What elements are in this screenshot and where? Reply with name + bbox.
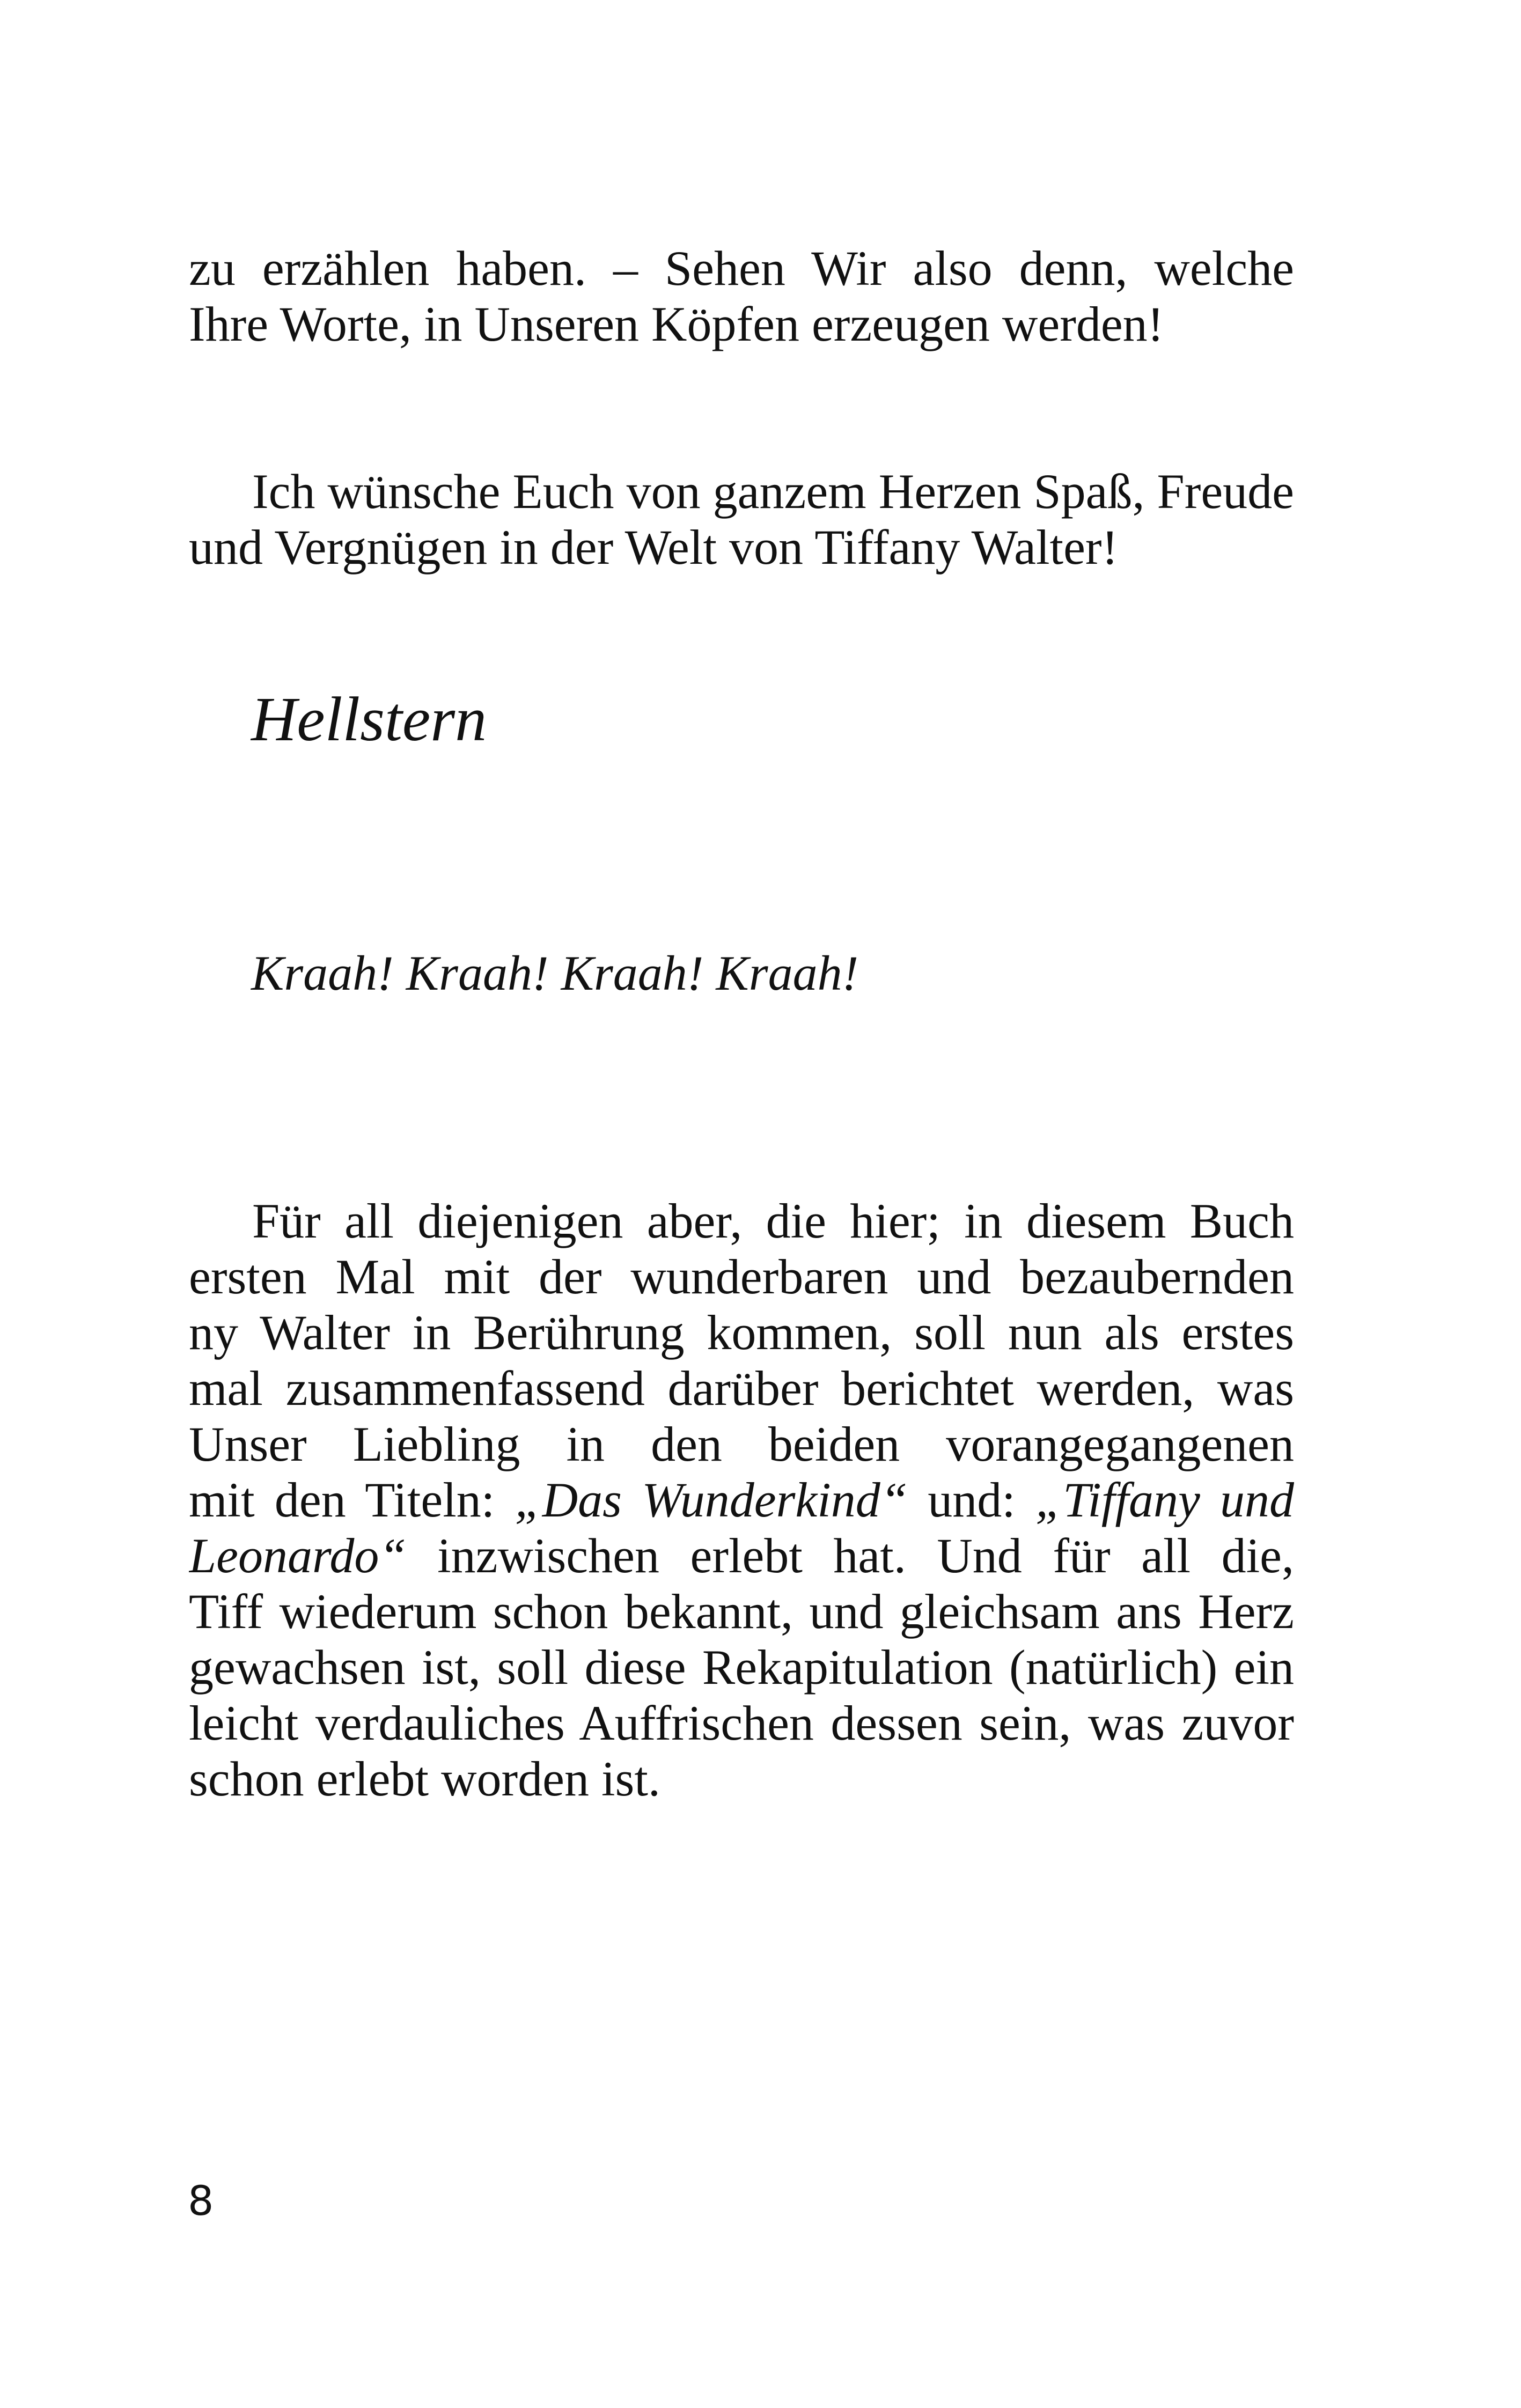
- text-line: Tiff wiederum schon bekannt, und gleichsam ans Herz: [189, 1584, 1294, 1639]
- text-line: ny Walter in Berührung kommen, soll nun als erstes: [189, 1305, 1294, 1360]
- text-line-with-titles: [189, 1472, 1294, 1528]
- text-line-with-title: [189, 1528, 1294, 1584]
- text-line: ersten Mal mit der wunderbaren und bezaubernden: [189, 1249, 1294, 1304]
- paragraph-intro-end: [189, 240, 1294, 352]
- page-number: 8: [188, 2177, 214, 2225]
- paragraph-wishes: [189, 463, 1294, 575]
- text-line: Unser Liebling in den beiden vorangegangenen: [189, 1417, 1294, 1471]
- text-line: mal zusammenfassend darüber berichtet werden, was: [189, 1361, 1294, 1416]
- text-line: zu erzählen haben. – Sehen Wir also denn, welche: [189, 241, 1294, 296]
- paragraph-recap: [189, 1193, 1294, 1807]
- text-line: Ihre Worte, in Unseren Köpfen erzeugen werden!: [189, 297, 1164, 351]
- book-title: „Das Wunderkind“: [515, 1472, 908, 1527]
- text-line: Für all diejenigen aber, die hier; in diesem Buch: [252, 1194, 1294, 1248]
- text-fragment: mit den Titeln:: [189, 1472, 515, 1527]
- crow-call-line: Kraah! Kraah! Kraah! Kraah!: [251, 946, 859, 1000]
- text-line: gewachsen ist, soll diese Rekapitulation (natürlich) ein: [189, 1640, 1294, 1695]
- text-line: leicht verdauliches Auffrischen dessen sein, was zuvor: [189, 1696, 1294, 1750]
- text-line: und Vergnügen in der Welt von Tiffany Walter!: [189, 520, 1119, 575]
- author-signature: Hellstern: [251, 684, 487, 754]
- text-line: schon erlebt worden ist.: [189, 1751, 660, 1806]
- text-fragment: inzwischen erlebt hat. Und für all die,: [437, 1528, 1294, 1583]
- book-title-end: Leonardo“: [189, 1528, 407, 1583]
- text-fragment: und:: [928, 1472, 1036, 1527]
- text-line: Ich wünsche Euch von ganzem Herzen Spaß, Freude: [252, 464, 1294, 519]
- book-title-start: „Tiffany und: [1035, 1472, 1294, 1527]
